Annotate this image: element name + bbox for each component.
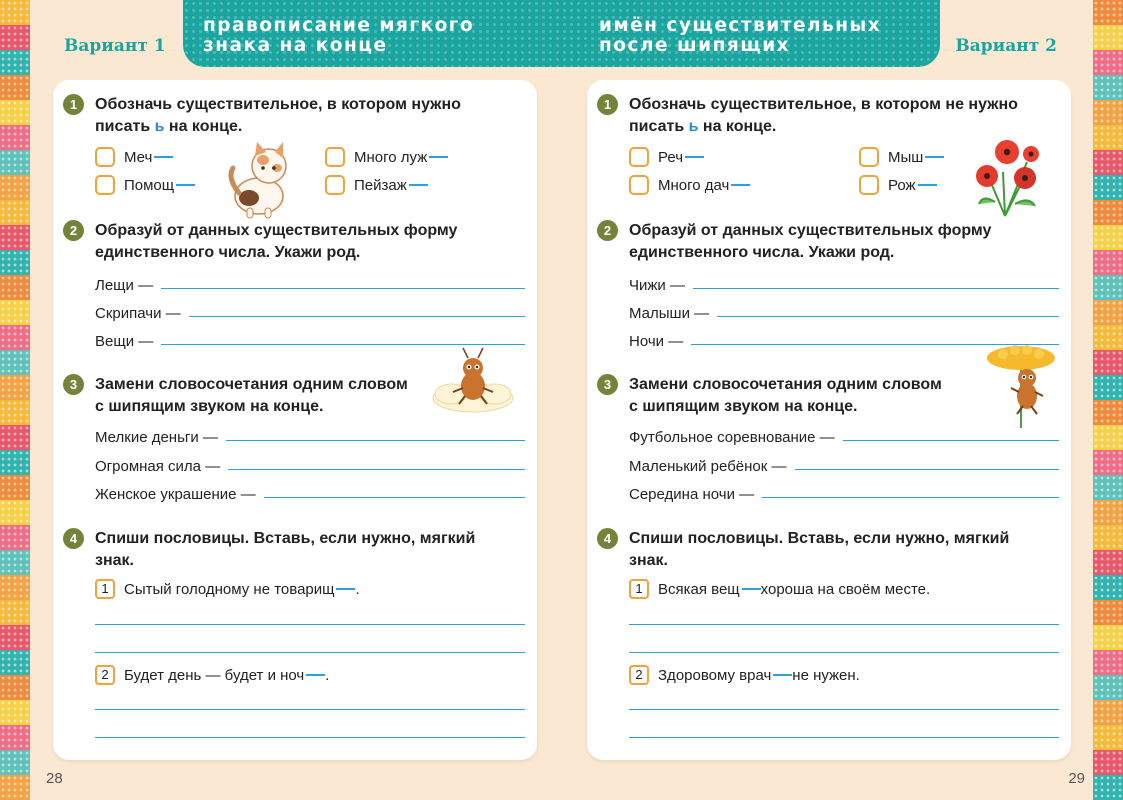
stripe-band [1093, 150, 1123, 175]
stripe-band [0, 125, 30, 150]
task-question: Спиши пословицы. Вставь, если нужно, мягкий знак. [629, 530, 1010, 569]
stripe-band [1093, 625, 1123, 650]
stripe-band [1093, 675, 1123, 700]
writing-line[interactable] [95, 737, 525, 738]
task-2 [63, 220, 525, 350]
answer-line[interactable] [795, 469, 1060, 470]
stripe-band [0, 150, 30, 175]
checkbox[interactable] [325, 175, 345, 195]
writing-line[interactable] [95, 652, 525, 653]
option-checkbox[interactable]: Меч [95, 146, 173, 168]
answer-line[interactable] [843, 440, 1059, 441]
answer-row[interactable]: Ночи — [629, 328, 1059, 350]
checkbox[interactable] [629, 175, 649, 195]
poppy-flowers-illustration [965, 132, 1047, 218]
stripe-band [0, 225, 30, 250]
option-checkbox[interactable]: Много луж [325, 146, 448, 168]
task-number-badge: 3 [63, 374, 84, 395]
writing-line[interactable] [95, 624, 525, 625]
answer-row[interactable]: Женское украшение — [95, 481, 525, 503]
task-number-badge: 1 [597, 94, 618, 115]
answer-line[interactable] [717, 316, 1059, 317]
checkbox[interactable] [95, 147, 115, 167]
stripe-band [0, 500, 30, 525]
proverb-2: 2 Будет день — будет и ноч . [95, 664, 525, 686]
stripe-band [0, 425, 30, 450]
answer-line[interactable] [226, 440, 525, 441]
checkbox[interactable] [859, 175, 879, 195]
proverb-number: 2 [95, 665, 115, 685]
answer-line[interactable] [161, 344, 525, 345]
task-number-badge: 3 [597, 374, 618, 395]
stripe-band [1093, 225, 1123, 250]
stripe-band [0, 725, 30, 750]
answer-row[interactable]: Скрипачи — [95, 300, 525, 322]
answer-row[interactable]: Середина ночи — [629, 481, 1059, 503]
stripe-band [0, 675, 30, 700]
bug-on-flower-illustration [423, 346, 523, 426]
stripe-band [0, 450, 30, 475]
stripe-band [1093, 75, 1123, 100]
variant-2-label: Вариант 2 [955, 36, 1057, 56]
soft-sign-letter: ь [154, 118, 165, 135]
writing-line[interactable] [95, 709, 525, 710]
title-right: имён существительных после шипящих [599, 15, 882, 56]
stripe-band [1093, 350, 1123, 375]
stripe-band [0, 575, 30, 600]
stripe-band [1093, 25, 1123, 50]
stripe-band [1093, 575, 1123, 600]
stripe-band [0, 175, 30, 200]
checkbox[interactable] [629, 147, 649, 167]
task-number-badge: 2 [63, 220, 84, 241]
proverb-1: 1 Сытый голодному не товарищ . [95, 578, 525, 600]
proverb-number: 2 [629, 665, 649, 685]
stripe-band [0, 250, 30, 275]
stripe-band [1093, 100, 1123, 125]
answer-row[interactable]: Огромная сила — [95, 453, 525, 475]
stripe-band [0, 50, 30, 75]
variant-2-card [587, 80, 1071, 760]
stripe-band [0, 700, 30, 725]
answer-line[interactable] [228, 469, 525, 470]
task-4 [63, 528, 525, 748]
answer-row[interactable]: Мелкие деньги — [95, 424, 525, 446]
stripe-band [1093, 775, 1123, 800]
task-number-badge: 4 [63, 528, 84, 549]
stripe-band [1093, 750, 1123, 775]
writing-line[interactable] [629, 709, 1059, 710]
stripe-band [1093, 325, 1123, 350]
task-1 [63, 94, 525, 204]
stripe-band [0, 400, 30, 425]
task-question: Обозначь существительное, в котором не нужно писать ь на конце. [629, 96, 1018, 135]
stripe-band [1093, 250, 1123, 275]
stripe-band [0, 625, 30, 650]
writing-line[interactable] [629, 652, 1059, 653]
stripe-band [0, 75, 30, 100]
proverb-2: 2 Здоровому врач не нужен. [629, 664, 1059, 686]
checkbox[interactable] [325, 147, 345, 167]
answer-row[interactable]: Вещи — [95, 328, 525, 350]
task-number-badge: 1 [63, 94, 84, 115]
stripe-band [1093, 650, 1123, 675]
answer-row[interactable]: Чижи — [629, 272, 1059, 294]
task-2 [597, 220, 1059, 350]
stripe-band [1093, 475, 1123, 500]
proverb-1: 1 Всякая вещ хороша на своём месте. [629, 578, 1059, 600]
stripe-band [0, 775, 30, 800]
stripe-band [1093, 300, 1123, 325]
title-banner [183, 0, 940, 67]
stripe-band [0, 100, 30, 125]
task-3 [597, 374, 1059, 514]
variant-1-label: Вариант 1 [64, 36, 166, 56]
stripe-band [0, 0, 30, 25]
stripe-band [0, 275, 30, 300]
task-4 [597, 528, 1059, 748]
stripe-band [0, 350, 30, 375]
stripe-band [0, 300, 30, 325]
checkbox[interactable] [859, 147, 879, 167]
stripe-band [1093, 175, 1123, 200]
answer-row[interactable]: Маленький ребёнок — [629, 453, 1059, 475]
stripe-band [1093, 50, 1123, 75]
option-checkbox[interactable]: Помощ [95, 174, 195, 196]
variant-1-card [53, 80, 537, 760]
option-checkbox[interactable]: Пейзаж [325, 174, 428, 196]
stripe-band [0, 375, 30, 400]
stripe-band [1093, 400, 1123, 425]
stripe-band [0, 550, 30, 575]
stripe-band [0, 475, 30, 500]
stripe-band [1093, 550, 1123, 575]
answer-line[interactable] [762, 497, 1059, 498]
task-question: Образуй от данных существительных форму единственного числа. Укажи род. [629, 222, 992, 261]
task-1 [597, 94, 1059, 204]
page-number-left: 28 [46, 770, 63, 787]
task-question: Замени словосочетания одним словом с шипящим звуком на конце. [629, 376, 942, 415]
task-number-badge: 2 [597, 220, 618, 241]
task-number-badge: 4 [597, 528, 618, 549]
stripe-band [1093, 200, 1123, 225]
answer-line[interactable] [189, 316, 525, 317]
bug-with-dandelion-illustration [981, 344, 1059, 428]
task-question: Образуй от данных существительных форму единственного числа. Укажи род. [95, 222, 458, 261]
left-decorative-stripe [0, 0, 30, 800]
stripe-band [0, 650, 30, 675]
stripe-band [0, 600, 30, 625]
task-question: Спиши пословицы. Вставь, если нужно, мягкий знак. [95, 530, 476, 569]
stripe-band [1093, 275, 1123, 300]
option-checkbox[interactable]: Реч [629, 146, 704, 168]
stripe-band [1093, 375, 1123, 400]
stripe-band [1093, 125, 1123, 150]
writing-line[interactable] [629, 737, 1059, 738]
right-decorative-stripe [1093, 0, 1123, 800]
option-checkbox[interactable]: Рож [859, 174, 937, 196]
page-number-right: 29 [1068, 770, 1085, 787]
task-question: Обозначь существительное, в котором нужно писать ь на конце. [95, 96, 461, 135]
stripe-band [1093, 0, 1123, 25]
writing-line[interactable] [629, 624, 1059, 625]
proverb-number: 1 [95, 579, 115, 599]
option-checkbox[interactable]: Много дач [629, 174, 750, 196]
stripe-band [1093, 700, 1123, 725]
task-question: Замени словосочетания одним словом с шипящим звуком на конце. [95, 376, 408, 415]
stripe-band [0, 200, 30, 225]
proverb-number: 1 [629, 579, 649, 599]
answer-row[interactable]: Лещи — [95, 272, 525, 294]
stripe-band [1093, 425, 1123, 450]
answer-row[interactable]: Малыши — [629, 300, 1059, 322]
stripe-band [1093, 600, 1123, 625]
soft-sign-letter: ь [688, 118, 699, 135]
stripe-band [0, 25, 30, 50]
stripe-band [1093, 725, 1123, 750]
answer-row[interactable]: Футбольное соревнование — [629, 424, 1059, 446]
kitten-illustration [219, 138, 301, 220]
stripe-band [0, 525, 30, 550]
answer-line[interactable] [693, 288, 1059, 289]
stripe-band [1093, 500, 1123, 525]
stripe-band [1093, 525, 1123, 550]
task-3 [63, 374, 525, 514]
stripe-band [0, 750, 30, 775]
answer-line[interactable] [264, 497, 525, 498]
checkbox[interactable] [95, 175, 115, 195]
answer-line[interactable] [161, 288, 525, 289]
option-checkbox[interactable]: Мыш [859, 146, 944, 168]
stripe-band [1093, 450, 1123, 475]
title-left: правописание мягкого знака на конце [203, 15, 475, 56]
stripe-band [0, 325, 30, 350]
